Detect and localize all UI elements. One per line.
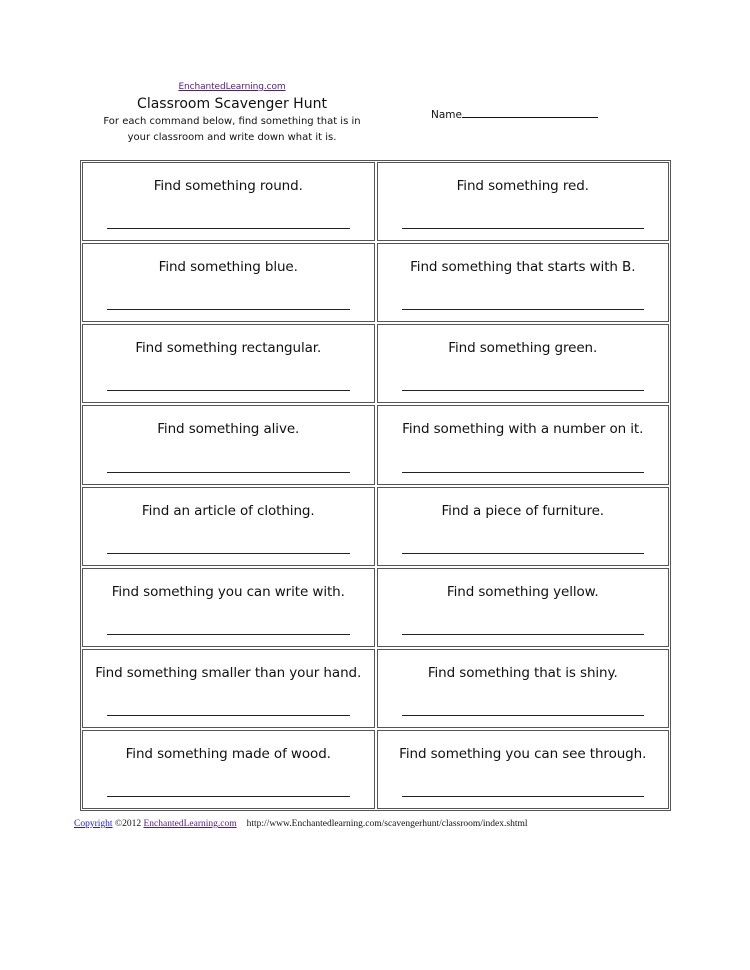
footer-site-link[interactable]: EnchantedLearning.com xyxy=(143,819,237,829)
hunt-prompt: Find a piece of furniture. xyxy=(441,502,604,519)
hunt-item xyxy=(82,649,375,728)
hunt-prompt: Find an article of clothing. xyxy=(141,502,315,519)
hunt-prompt: Find something round. xyxy=(153,178,303,194)
hunt-prompt: Find something red. xyxy=(456,178,589,194)
hunt-prompt: Find something green. xyxy=(448,340,598,357)
answer-line[interactable] xyxy=(402,472,645,473)
hunt-item xyxy=(82,568,375,647)
hunt-item xyxy=(377,487,670,566)
answer-line[interactable] xyxy=(107,553,350,554)
hunt-item xyxy=(82,405,375,484)
answer-line[interactable] xyxy=(402,553,645,554)
hunt-item xyxy=(377,405,670,484)
answer-line[interactable] xyxy=(107,472,350,473)
hunt-item xyxy=(377,243,670,322)
site-link[interactable]: EnchantedLearning.com xyxy=(178,82,286,92)
hunt-item xyxy=(377,324,670,403)
name-label: Name xyxy=(431,109,462,121)
page-url: http://www.Enchantedlearning.com/scavengerhunt/classroom/index.shtml xyxy=(246,819,528,829)
hunt-item xyxy=(377,162,670,241)
name-blank-line[interactable] xyxy=(462,106,598,118)
hunt-prompt: Find something rectangular. xyxy=(135,340,322,357)
answer-line[interactable] xyxy=(402,390,645,391)
hunt-item xyxy=(82,324,375,403)
answer-line[interactable] xyxy=(107,228,350,229)
scavenger-hunt-grid xyxy=(80,160,671,811)
answer-line[interactable] xyxy=(107,796,350,797)
hunt-prompt: Find something yellow. xyxy=(446,583,599,600)
hunt-item xyxy=(82,730,375,809)
hunt-prompt: Find something alive. xyxy=(157,421,300,438)
hunt-prompt: Find something with a number on it. xyxy=(402,421,644,438)
answer-line[interactable] xyxy=(402,715,645,716)
hunt-item xyxy=(377,730,670,809)
copyright-year: ©2012 xyxy=(112,819,144,829)
instructions-line-1: For each command below, find something that is in xyxy=(103,116,361,127)
answer-line[interactable] xyxy=(402,634,645,635)
answer-line[interactable] xyxy=(402,228,645,229)
footer xyxy=(74,819,528,829)
answer-line[interactable] xyxy=(402,309,645,310)
hunt-prompt: Find something blue. xyxy=(158,259,298,276)
hunt-item xyxy=(82,243,375,322)
answer-line[interactable] xyxy=(107,634,350,635)
hunt-prompt: Find something smaller than your hand. xyxy=(95,664,362,681)
hunt-item xyxy=(82,487,375,566)
answer-line[interactable] xyxy=(107,390,350,391)
hunt-prompt: Find something that starts with B. xyxy=(410,259,636,276)
answer-line[interactable] xyxy=(402,796,645,797)
answer-line[interactable] xyxy=(107,715,350,716)
hunt-prompt: Find something you can write with. xyxy=(111,583,345,600)
hunt-item xyxy=(377,568,670,647)
hunt-item xyxy=(377,649,670,728)
worksheet-header xyxy=(62,82,402,145)
answer-line[interactable] xyxy=(107,309,350,310)
copyright-link[interactable]: Copyright xyxy=(74,819,113,829)
name-field[interactable] xyxy=(431,106,598,121)
hunt-prompt: Find something you can see through. xyxy=(399,745,647,762)
hunt-item xyxy=(82,162,375,241)
page-title: Classroom Scavenger Hunt xyxy=(137,96,327,112)
hunt-prompt: Find something made of wood. xyxy=(125,745,331,762)
instructions-line-2: your classroom and write down what it is. xyxy=(127,132,337,143)
hunt-prompt: Find something that is shiny. xyxy=(427,664,618,681)
